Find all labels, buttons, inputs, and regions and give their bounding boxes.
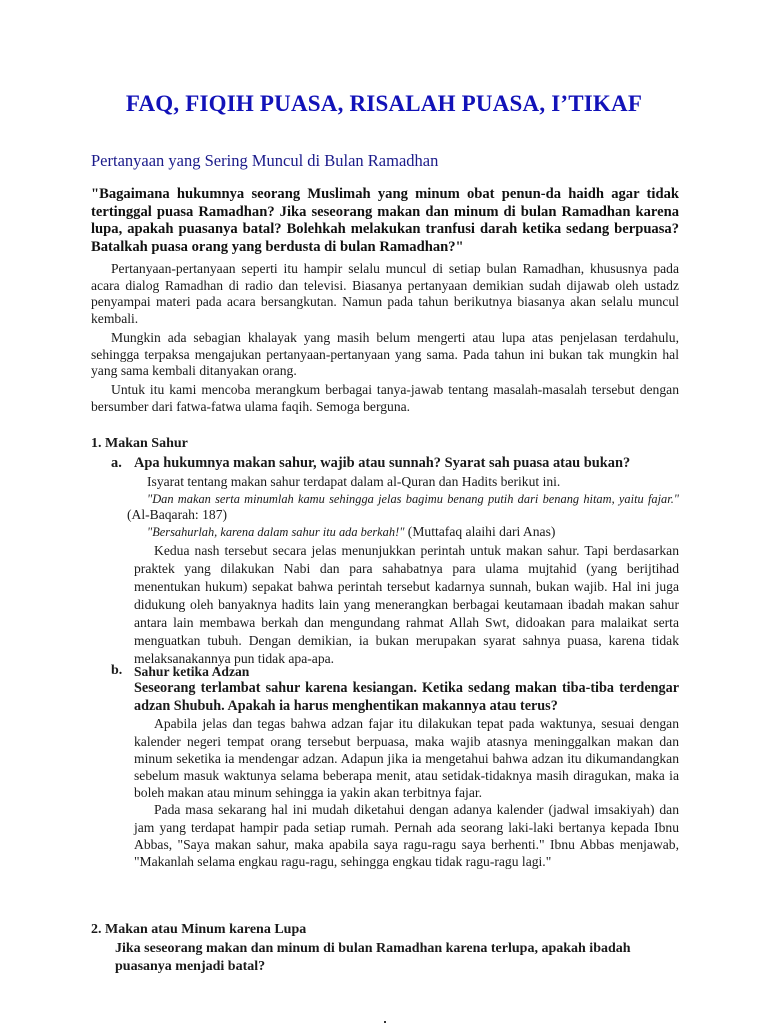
intro-paragraph: Pertanyaan-pertanyaan seperti itu hampir selalu muncul di setiap bulan Ramadhan, khususnya pada acara dialog Ramadhan di radio dan televisi. Biasanya pertanyaan demikian sudah dijawab oleh ustadz penyampai materi pada acara bersangkutan. Namun pada tahun berikutnya biasanya akan selalu muncul kembali.: [91, 261, 679, 327]
intro-paragraphs: [91, 261, 679, 415]
subsection-b-paragraph: Apabila jelas dan tegas bahwa adzan fajar itu dilakukan tepat pada waktunya, sesuai dengan kalender negeri tempat orang tersebut berpuasa, maka wajib atasnya meninggalkan makan dan minum seketika ia mendengar adzan. Adapun jika ia mengetahui bahwa adzan itu dikumandangkan sebelum masuk waktunya selama beberapa menit, atau setidak-tidaknya masih diragukan, maka ia boleh makan atau minum sehingga ia yakin akan terbitnya fajar.: [134, 716, 679, 801]
subsection-a-question: Apa hukumnya makan sahur, wajib atau sunnah? Syarat sah puasa atau bukan?: [134, 455, 631, 471]
intro-question: "Bagaimana hukumnya seorang Muslimah yang minum obat penun-da haidh agar tidak tertinggal puasa Ramadhan? Jika seseorang makan dan minum di bulan Ramadhan karena lupa, apakah puasanya batal? Bolehkah melakukan tranfusi darah ketika sedang berpuasa? Batalkah puasa orang yang berdusta di bulan Ramadhan?": [91, 186, 679, 255]
hadith-quote: [127, 524, 679, 541]
subsection-b-paragraph: Pada masa sekarang hal ini mudah diketahui dengan adanya kalender (jadwal imsakiyah) dan jam yang terdapat hampir pada setiap rumah. Pernah ada seorang laki-laki bertanya kepada Ibnu Abbas, "Saya makan sahur, maka apabila saya ragu-ragu saya berhenti." Ibnu Abbas menjawab, "Makanlah selama engkau ragu-ragu, sehingga engkau tidak ragu-ragu lagi.": [134, 802, 679, 870]
subsection-a-quotes: [127, 474, 679, 541]
quran-quote-text: "Dan makan serta minumlah kamu sehingga jelas bagimu benang putih dari benang hitam, yaitu fajar.": [147, 491, 679, 506]
subsection-a-explanation: [134, 542, 679, 668]
quote-intro-line: Isyarat tentang makan sahur terdapat dalam al-Quran dan Hadits berikut ini.: [147, 474, 561, 489]
subsection-b-label: b.: [111, 663, 123, 678]
subsection-a-label: a.: [111, 455, 122, 471]
document-title: FAQ, FIQIH PUASA, RISALAH PUASA, I’TIKAF: [125, 91, 643, 116]
document-subtitle: Pertanyaan yang Sering Muncul di Bulan Ramadhan: [91, 151, 439, 170]
subsection-b: [134, 663, 679, 870]
section-2-heading: 2. Makan atau Minum karena Lupa: [91, 922, 307, 937]
hadith-quote-source: (Muttafaq alaihi dari Anas): [404, 524, 556, 540]
page-marker: [384, 1021, 386, 1023]
quran-quote-source: (Al-Baqarah: 187): [127, 507, 228, 523]
intro-paragraph: Mungkin ada sebagian khalayak yang masih belum mengerti atau lupa atas penjelasan terdahulu, sehingga terpaksa mengajukan pertanyaan-pertanyaan yang sama. Pada tahun ini bukan tak mungkin hal yang sama kembali ditanyakan orang.: [91, 329, 679, 379]
quran-quote: [127, 491, 679, 524]
intro-paragraph: Untuk itu kami mencoba merangkum berbagai tanya-jawab tentang masalah-masalah tersebut dengan bersumber dari fatwa-fatwa ulama faqih. Semoga berguna.: [91, 381, 679, 414]
subsection-b-heading: Sahur ketika Adzan: [134, 664, 250, 679]
subsection-b-question: Seseorang terlambat sahur karena kesiangan. Ketika sedang makan tiba-tiba terdengar adzan Shubuh. Apakah ia harus menghentikan makannya atau terus?: [134, 680, 679, 714]
explanation-paragraph: Kedua nash tersebut secara jelas menunjukkan perintah untuk makan sahur. Tapi berdasarkan praktek yang dilakukan Nabi dan para sahabatnya para ulama mujtahid (yang berijtihad menentukan hukum) sepakat bahwa perintah tersebut kadarnya sunnah, bukan wajib. Hal ini juga didukung oleh banyaknya hadits lain yang menerangkan berbagai keutamaan ibadah makan sahur antara lain membawa berkah dan mengundang rahmat Allah Swt, didoakan para malaikat serta menguatkan tubuh. Dengan demikian, ia bukan merupakan syarat sahnya puasa, karena tidak melaksanakannya pun tidak apa-apa.: [134, 543, 679, 666]
hadith-quote-text: "Bersahurlah, karena dalam sahur itu ada berkah!": [147, 525, 405, 540]
section-2-question: Jika seseorang makan dan minum di bulan Ramadhan karena terlupa, apakah ibadah puasanya menjadi batal?: [115, 941, 631, 974]
section-1-heading: 1. Makan Sahur: [91, 436, 188, 451]
